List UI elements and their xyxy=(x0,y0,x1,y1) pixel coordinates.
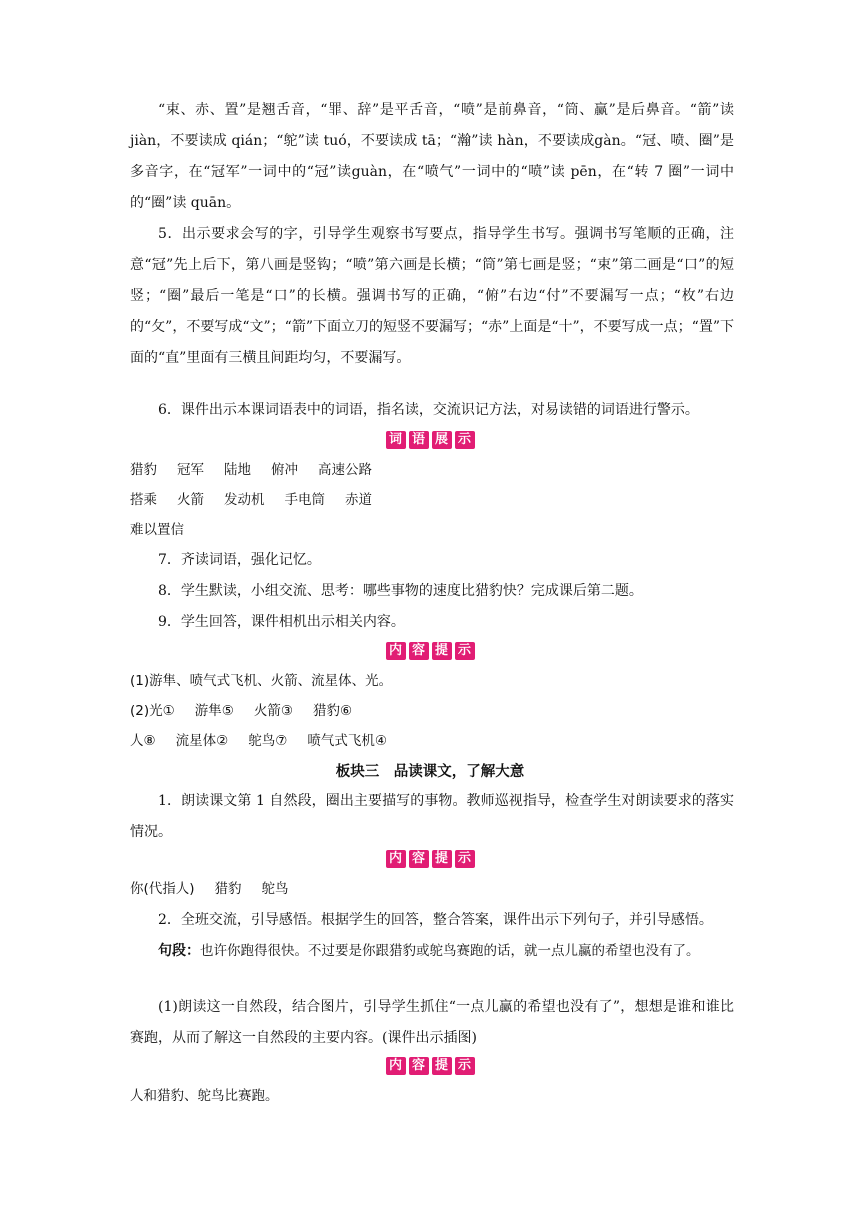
answer-item: 猎豹⑥ xyxy=(312,703,353,719)
step-7: 7．齐读词语，强化记忆。 xyxy=(158,552,321,568)
step-8: 8．学生默读，小组交流、思考：哪些事物的速度比猎豹快？完成课后第二题。 xyxy=(158,583,643,599)
vocab-line-3 xyxy=(130,515,734,546)
vocab-word: 发动机 xyxy=(224,492,265,508)
content-hint-badge-3 xyxy=(0,1057,860,1075)
content-hint-badge-2 xyxy=(0,850,860,868)
vocab-line-1 xyxy=(130,455,734,486)
badge-char: 词 xyxy=(386,431,406,449)
sentence-text: 也许你跑得很快。不过要是你跟猎豹或鸵鸟赛跑的话，就一点儿赢的希望也没有了。 xyxy=(200,943,700,959)
answer-item: 火箭③ xyxy=(253,703,293,719)
vocab-display-badge xyxy=(0,431,860,449)
vocab-word: 高速公路 xyxy=(318,462,372,478)
answer-item: 喷气式飞机④ xyxy=(307,733,387,749)
badge-char: 示 xyxy=(455,850,475,868)
vocab-word: 猎豹 xyxy=(130,462,157,478)
writing-guidance-paragraph: 5．出示要求会写的字，引导学生观察书写要点，指导学生书写。强调书写笔顺的正确，注意“冠”先上后下，第八画是竖钩；“喷”第六画是长横；“筒”第七画是竖；“束”第二画是“口”的短竖；“圈”最后一笔是“口”的长横。强调书写的正确，“俯”右边“付”不要漏写一点；“枚”右边的“攵”，不要写成“文”；“箭”下面立刀的短竖不要漏写；“赤”上面是“十”，不要写成一点；“置”下面的“直”里面有三横且间距均匀，不要漏写。 xyxy=(130,226,734,366)
vocab-word: 冠军 xyxy=(177,462,204,478)
answer-item: (2)光① xyxy=(130,703,175,719)
answer-line-1: (1)游隼、喷气式飞机、火箭、流星体、光。 xyxy=(130,673,393,689)
badge-char: 容 xyxy=(409,1057,429,1075)
vocab-word: 难以置信 xyxy=(130,522,184,538)
answer-line-3 xyxy=(130,726,734,757)
step-read-paragraph-1: 1．朗读课文第 1 自然段，圈出主要描写的事物。教师巡视指导，检查学生对朗读要求的落实情况。 xyxy=(130,793,734,840)
badge-char: 示 xyxy=(455,431,475,449)
vocab-word: 搭乘 xyxy=(130,492,157,508)
answer-item: 鸵鸟⑦ xyxy=(248,733,288,749)
vocab-word: 手电筒 xyxy=(284,492,325,508)
badge-char: 内 xyxy=(386,850,406,868)
badge-char: 语 xyxy=(409,431,429,449)
pronunciation-paragraph: “束、赤、置”是翘舌音，“罪、辞”是平舌音，“喷”是前鼻音，“筒、赢”是后鼻音。“箭”读 jiàn，不要读成 qián；“鸵”读 tuó，不要读成 tā；“瀚”读 hàn，不要读成gàn。“冠、喷、圈”是多音字，在“冠军”一词中的“冠”读guàn，在“喷气”一词中的“喷”读 pēn，在“转 7 圈”一词中的“圈”读 quān。 xyxy=(130,102,734,211)
badge-char: 容 xyxy=(409,850,429,868)
vocab-word: 陆地 xyxy=(224,462,251,478)
answer-item: 人⑧ xyxy=(130,733,156,749)
badge-char: 提 xyxy=(432,642,452,660)
vocab-line-2 xyxy=(130,485,734,516)
step-9: 9．学生回答，课件相机出示相关内容。 xyxy=(158,614,405,630)
badge-char: 内 xyxy=(386,642,406,660)
sentence-block xyxy=(130,936,734,967)
answer-item: 流星体② xyxy=(175,733,229,749)
answer-item: 猎豹 xyxy=(214,881,242,897)
vocab-word: 火箭 xyxy=(177,492,204,508)
answer-item: 游隼⑤ xyxy=(194,703,234,719)
answer-item: 你(代指人) xyxy=(130,881,195,897)
badge-char: 提 xyxy=(432,1057,452,1075)
sentence-label: 句段： xyxy=(158,943,200,959)
badge-char: 示 xyxy=(455,1057,475,1075)
badge-char: 展 xyxy=(432,431,452,449)
answer-line-5: 人和猎豹、鸵鸟比赛跑。 xyxy=(130,1088,279,1104)
section-heading: 板块三 品读课文，了解大意 xyxy=(335,764,525,780)
content-hint-badge-1 xyxy=(0,642,860,660)
badge-char: 内 xyxy=(386,1057,406,1075)
step-discussion: 2．全班交流，引导感悟。根据学生的回答，整合答案，课件出示下列句子，并引导感悟。 xyxy=(158,912,713,928)
vocab-word: 俯冲 xyxy=(271,462,298,478)
badge-char: 提 xyxy=(432,850,452,868)
read-guidance-paragraph: (1)朗读这一自然段，结合图片，引导学生抓住“一点儿赢的希望也没有了”，想想是谁和谁比赛跑，从而了解这一自然段的主要内容。(课件出示插图) xyxy=(130,999,734,1046)
answer-item: 鸵鸟 xyxy=(261,881,289,897)
badge-char: 容 xyxy=(409,642,429,660)
vocab-instruction-paragraph: 6．课件出示本课词语表中的词语，指名读，交流识记方法，对易读错的词语进行警示。 xyxy=(158,402,699,418)
answer-line-4 xyxy=(130,874,734,905)
answer-line-2 xyxy=(130,696,734,727)
badge-char: 示 xyxy=(455,642,475,660)
vocab-word: 赤道 xyxy=(345,492,372,508)
